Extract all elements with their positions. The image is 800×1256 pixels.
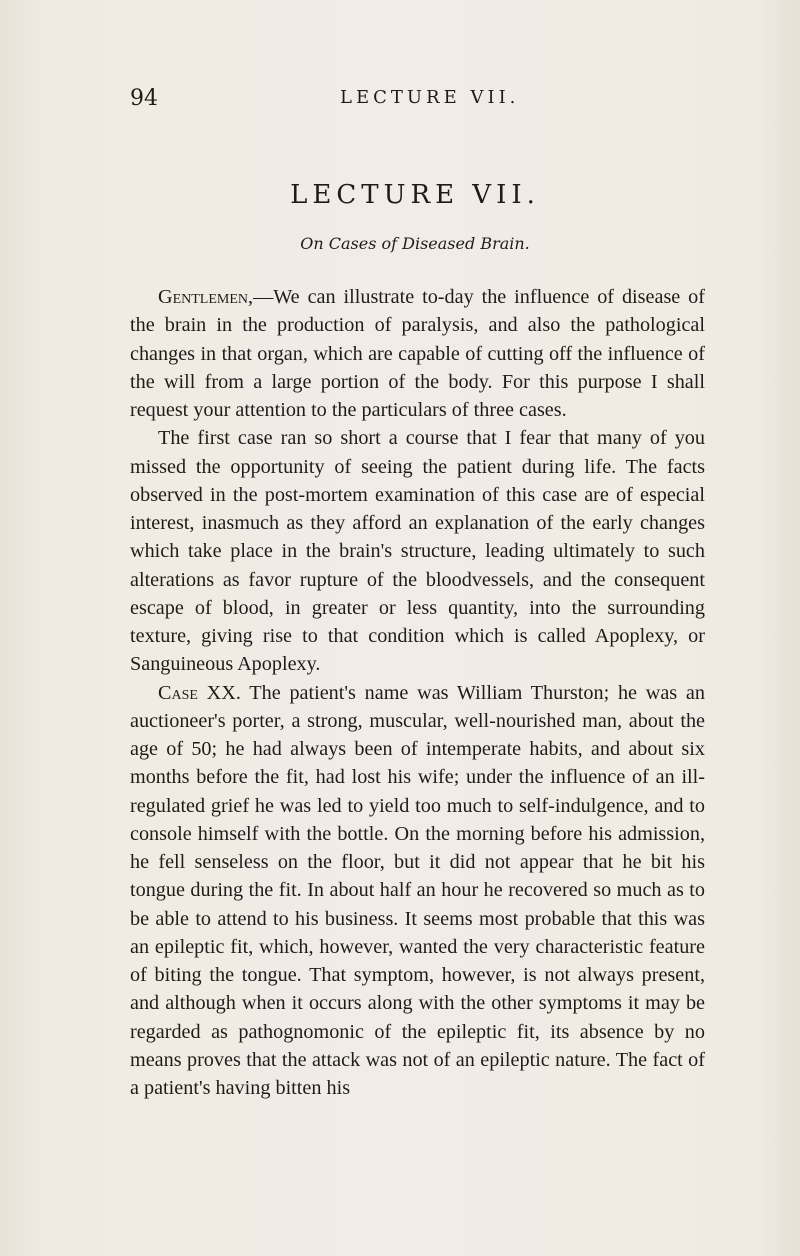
page-header (130, 86, 705, 116)
paragraph-text: —We can illustrate to-day the influence of disease of the brain in the production of paralysis, and also the pathological changes in that organ, which are capable of cutting off the influence of the will from a large portion of the body. For this purpose I shall request your attention to the particulars of three cases. (130, 286, 705, 421)
paragraph (130, 424, 705, 678)
running-head: LECTURE VII. (340, 87, 520, 108)
paragraph-lead: Gentlemen, (158, 286, 254, 308)
page-number: 94 (130, 86, 158, 111)
paragraph-text: The first case ran so short a course that I fear that many of you missed the opportunity of seeing the patient during life. The facts observed in the post-mortem examination of this case are of especial interest, inasmuch as they afford an explanation of the early changes which take place in the brain's structure, leading ultimately to such alterations as favor rupture of the bloodvessels, and the consequent escape of blood, in greater or less quantity, into the surrounding texture, giving rise to that condition which is called Apoplexy, or Sanguineous Apoplexy. (130, 427, 705, 676)
paragraph-lead: Case XX. (158, 681, 241, 704)
paragraph (130, 679, 705, 1103)
chapter-subtitle: On Cases of Diseased Brain. (300, 234, 530, 253)
paragraph-text: The patient's name was William Thurston; he was an auctioneer's porter, a strong, muscular, well-nourished man, about the age of 50; he had always been of intemperate habits, and about six months before the fit, had lost his wife; under the influence of an ill-regulated grief he was led to yield too much to self-indulgence, and to console himself with the bottle. On the morning before his admission, he fell senseless on the floor, but it did not appear that he bit his tongue during the fit. In about half an hour he recovered so much as to be able to attend to his business. It seems most probable that this was an epileptic fit, which, however, wanted the very characteristic feature of biting the tongue. That symptom, however, is not always present, and although when it occurs along with the other symptoms it may be regarded as pathognomonic of the epileptic fit, its absence by no means proves that the attack was not of an epileptic nature. The fact of a patient's having bitten his (130, 681, 705, 1099)
body-text (130, 283, 705, 1102)
chapter-title: LECTURE VII. (290, 180, 540, 210)
paragraph (130, 283, 705, 424)
